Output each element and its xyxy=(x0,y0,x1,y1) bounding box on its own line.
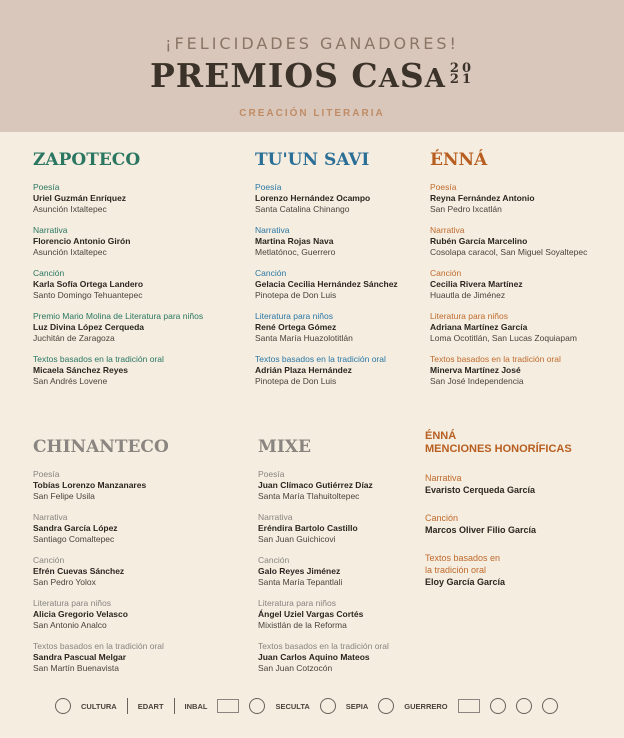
logo-inbal: INBAL xyxy=(184,701,208,711)
entry-category: Literatura para niños xyxy=(255,311,333,321)
entry-name: Adriana Martínez García xyxy=(430,322,528,332)
entry-name: Adrián Plaza Hernández xyxy=(255,365,352,375)
entry-name: Eloy García García xyxy=(425,577,506,587)
entry-name: Sandra Pascual Melgar xyxy=(33,652,127,662)
section-title: ÉNNÁ xyxy=(430,150,488,170)
entry-category: Textos basados en la tradición oral xyxy=(430,354,561,364)
title-part-a: A xyxy=(378,64,400,94)
entry-place: San José Independencia xyxy=(430,376,524,386)
entry-place: San Martín Buenavista xyxy=(33,663,119,673)
list-item xyxy=(33,512,233,545)
list-item xyxy=(255,311,455,344)
entry-category-line2: la tradición oral xyxy=(425,565,487,575)
entry-place: Pinotepa de Don Luis xyxy=(255,290,337,300)
entry-category: Textos basados en la tradición oral xyxy=(255,354,386,364)
entry-category: Poesía xyxy=(33,182,60,192)
entry-category: Canción xyxy=(255,268,287,278)
section-chinanteco xyxy=(33,437,233,684)
page-subtitle: CREACIÓN LITERARIA xyxy=(239,108,385,119)
entry-name: Eréndira Bartolo Castillo xyxy=(258,523,358,533)
honorable-title-line1: ÉNNÁ xyxy=(425,430,457,442)
entry-category: Literatura para niños xyxy=(258,598,336,608)
list-item xyxy=(33,182,233,215)
entry-category: Poesía xyxy=(33,469,60,479)
entry-name: Uriel Guzmán Enríquez xyxy=(33,193,127,203)
entry-name: Marcos Oliver Filio García xyxy=(425,525,537,535)
list-item xyxy=(430,225,610,258)
entry-place: San Andrés Lovene xyxy=(33,376,108,386)
list-item xyxy=(255,354,455,387)
entry-category: Canción xyxy=(430,268,462,278)
entry-name: Lorenzo Hernández Ocampo xyxy=(255,193,371,203)
entry-place: Loma Ocotitlán, San Lucas Zoquiapam xyxy=(430,333,577,343)
entry-place: San Juan Guichicovi xyxy=(258,534,336,544)
entry-name: Evaristo Cerqueda García xyxy=(425,485,536,495)
guerrero-seal-icon xyxy=(378,698,394,714)
section-title: MIXE xyxy=(258,437,311,457)
list-item xyxy=(33,225,233,258)
entry-category: Poesía xyxy=(430,182,457,192)
list-item xyxy=(430,354,610,387)
entry-category: Narrativa xyxy=(33,225,68,235)
list-item xyxy=(425,552,610,588)
section-title: ZAPOTECO xyxy=(33,150,141,170)
entry-name: Martina Rojas Nava xyxy=(255,236,334,246)
entry-place: Asunción Ixtaltepec xyxy=(33,247,107,257)
entry-category: Literatura para niños xyxy=(430,311,508,321)
entry-place: Asunción Ixtaltepec xyxy=(33,204,107,214)
list-item xyxy=(430,182,610,215)
list-item xyxy=(255,182,455,215)
entry-name: Luz Divina López Cerqueda xyxy=(33,322,144,332)
institution-logo-icon xyxy=(217,699,239,713)
entry-name: Tobías Lorenzo Manzanares xyxy=(33,480,147,490)
entry-place: Santiago Comaltepec xyxy=(33,534,115,544)
list-item xyxy=(33,641,233,674)
logo-cultura: CULTURA xyxy=(81,701,117,711)
entry-place: San Antonio Analco xyxy=(33,620,107,630)
entry-category: Premio Mario Molina de Literatura para niños xyxy=(33,311,204,321)
entry-place: Santa María Tepantlali xyxy=(258,577,343,587)
entry-place: Mixistlán de la Reforma xyxy=(258,620,347,630)
entry-category: Poesía xyxy=(258,469,285,479)
section-honorable-mentions xyxy=(425,430,610,604)
list-item xyxy=(33,311,233,344)
entry-place: Juchitán de Zaragoza xyxy=(33,333,115,343)
entry-place: Santo Domingo Tehuantepec xyxy=(33,290,143,300)
entry-category: Textos basados en la tradición oral xyxy=(258,641,389,651)
entry-category: Literatura para niños xyxy=(33,598,111,608)
emblem-icon xyxy=(490,698,506,714)
congrats-kicker: ¡FELICIDADES GANADORES! xyxy=(165,34,459,53)
entry-place: San Pedro Ixcatlán xyxy=(430,204,502,214)
list-item xyxy=(430,268,610,301)
title-part-main: PREMIOS C xyxy=(149,56,379,95)
honorable-title-line2: MENCIONES HONORÍFICAS xyxy=(425,443,572,455)
entry-place: Santa María Tlahuitoltepec xyxy=(258,491,360,501)
section-title: CHINANTECO xyxy=(33,437,169,457)
round-logo-icon xyxy=(516,698,532,714)
section-zapoteco xyxy=(33,150,233,397)
list-item xyxy=(33,598,233,631)
circle-cross-icon xyxy=(542,698,558,714)
house-logo-icon xyxy=(320,698,336,714)
logo-edart: EDART xyxy=(137,701,164,711)
entry-category: Narrativa xyxy=(430,225,465,235)
oaxaca-seal-icon xyxy=(249,698,265,714)
entry-name: Ángel Uziel Vargas Cortés xyxy=(258,609,364,619)
entry-category: Canción xyxy=(33,555,65,565)
entry-category: Textos basados en la tradición oral xyxy=(33,354,164,364)
entry-place: Santa María Huazolotitlán xyxy=(255,333,353,343)
building-logo-icon xyxy=(458,699,480,713)
entry-place: San Pedro Yolox xyxy=(33,577,96,587)
entry-category: Poesía xyxy=(255,182,282,192)
list-item xyxy=(255,268,455,301)
entry-name: Minerva Martínez José xyxy=(430,365,521,375)
entry-place: Huautla de Jiménez xyxy=(430,290,506,300)
section-enna xyxy=(430,150,610,397)
list-item xyxy=(258,641,458,674)
entry-place: Pinotepa de Don Luis xyxy=(255,376,337,386)
entry-category: Narrativa xyxy=(425,473,462,483)
page-title xyxy=(0,56,624,95)
header-banner xyxy=(0,0,624,132)
entry-place: Santa Catalina Chinango xyxy=(255,204,350,214)
title-year xyxy=(450,63,474,85)
entry-place: San Felipe Usila xyxy=(33,491,95,501)
mexico-seal-icon xyxy=(55,698,71,714)
list-item xyxy=(33,555,233,588)
logo-sepia: SEPIA xyxy=(345,701,369,711)
entry-name: Florencio Antonio Girón xyxy=(33,236,131,246)
entry-category: Narrativa xyxy=(33,512,68,522)
entry-name: Rubén García Marcelino xyxy=(430,236,528,246)
entry-name: Efrén Cuevas Sánchez xyxy=(33,566,125,576)
entry-name: Reyna Fernández Antonio xyxy=(430,193,535,203)
entry-name: Micaela Sánchez Reyes xyxy=(33,365,128,375)
sponsor-logos xyxy=(55,694,565,718)
logo-seculta: SECULTA xyxy=(275,701,310,711)
title-part-s: S xyxy=(399,56,425,95)
list-item xyxy=(33,354,233,387)
divider xyxy=(127,698,128,714)
entry-category: Canción xyxy=(425,513,459,523)
entry-category: Textos basados en xyxy=(425,553,501,563)
entry-category: Textos basados en la tradición oral xyxy=(33,641,164,651)
entry-category: Narrativa xyxy=(258,512,293,522)
entry-name: Gelacia Cecilia Hernández Sánchez xyxy=(255,279,398,289)
section-title: TU'UN SAVI xyxy=(255,150,370,170)
entry-name: Galo Reyes Jiménez xyxy=(258,566,341,576)
section-tuun-savi xyxy=(255,150,455,397)
entry-name: Alicia Gregorio Velasco xyxy=(33,609,128,619)
entry-category: Narrativa xyxy=(255,225,290,235)
entry-place: Metlatónoc, Guerrero xyxy=(255,247,336,257)
list-item xyxy=(255,225,455,258)
logo-guerrero: GUERRERO xyxy=(404,701,448,711)
section-title xyxy=(425,430,610,456)
entry-category: Canción xyxy=(33,268,65,278)
entry-name: Cecilia Rivera Martínez xyxy=(430,279,523,289)
divider xyxy=(174,698,175,714)
list-item xyxy=(33,268,233,301)
list-item xyxy=(33,469,233,502)
year-top: 20 xyxy=(449,61,474,76)
entry-name: Juan Carlos Aquino Mateos xyxy=(258,652,370,662)
entry-name: Karla Sofía Ortega Landero xyxy=(33,279,144,289)
year-bottom: 21 xyxy=(449,72,474,87)
entry-name: Juan Clímaco Gutiérrez Díaz xyxy=(258,480,373,490)
entry-category: Canción xyxy=(258,555,290,565)
entry-name: Sandra García López xyxy=(33,523,118,533)
title-part-b: A xyxy=(424,64,446,94)
entry-place: Cosolapa caracol, San Miguel Soyaltepec xyxy=(430,247,588,257)
list-item xyxy=(425,512,610,536)
list-item xyxy=(430,311,610,344)
entry-name: René Ortega Gómez xyxy=(255,322,337,332)
list-item xyxy=(425,472,610,496)
entry-place: San Juan Cotzocón xyxy=(258,663,333,673)
